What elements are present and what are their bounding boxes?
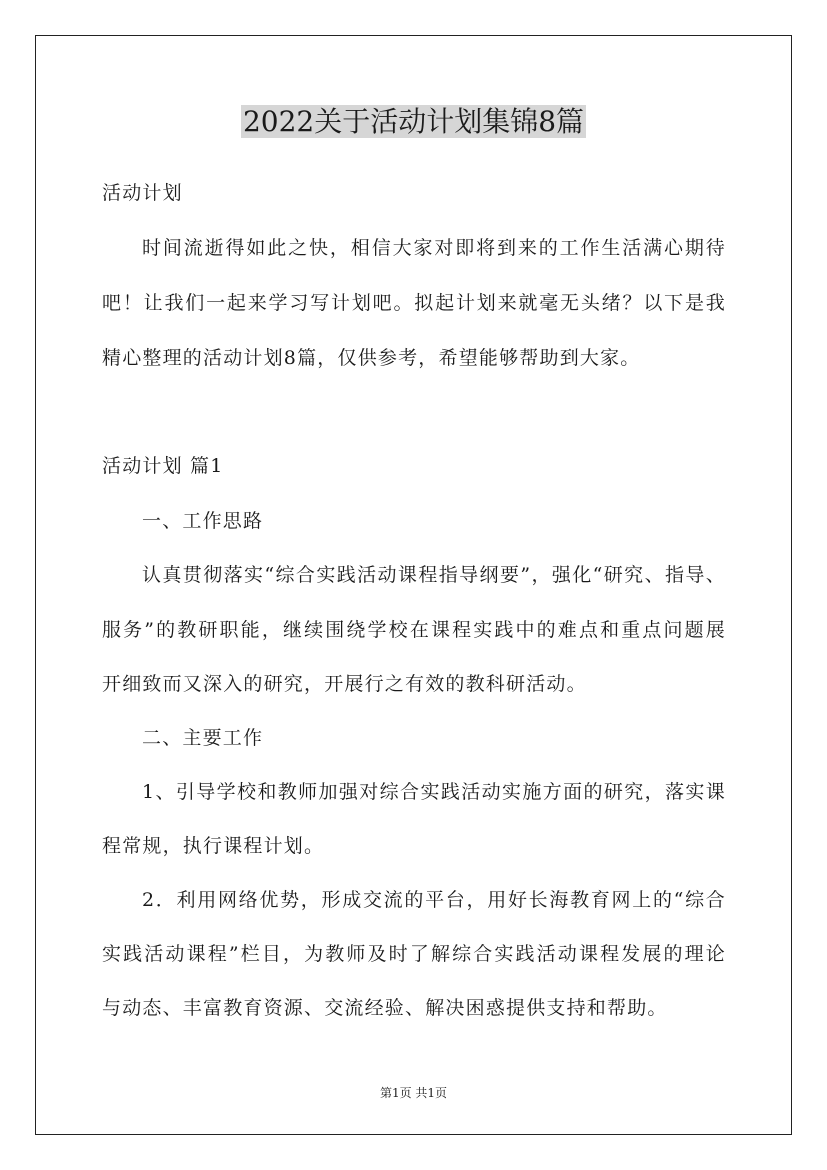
subheading: 二、主要工作 [142,727,264,749]
paragraph-line: 与动态、丰富教育资源、交流经验、解决困惑提供支持和帮助。 [102,997,668,1019]
section-heading: 活动计划 [102,182,183,204]
section-heading: 活动计划 篇1 [102,455,224,477]
page-footer: 第1页 共1页 [379,1086,448,1100]
paragraph-line: 吧！让我们一起来学习写计划吧。拟起计划来就毫无头绪？以下是我 [102,292,726,314]
document-title: 2022关于活动计划集锦8篇 [242,105,585,138]
paragraph-line: 1、引导学校和教师加强对综合实践活动实施方面的研究，落实课 [142,781,726,803]
paragraph-line: 开细致而又深入的研究，开展行之有效的教科研活动。 [102,673,587,695]
paragraph-line: 精心整理的活动计划8篇，仅供参考，希望能够帮助到大家。 [102,347,641,369]
paragraph-line: 认真贯彻落实“综合实践活动课程指导纲要”，强化“研究、指导、 [142,564,726,586]
paragraph-line: 程常规，执行课程计划。 [102,835,325,857]
paragraph-line: 2．利用网络优势，形成交流的平台，用好长海教育网上的“综合 [142,889,726,911]
subheading: 一、工作思路 [142,510,264,532]
paragraph-line: 实践活动课程”栏目，为教师及时了解综合实践活动课程发展的理论 [102,943,726,965]
paragraph-line: 服务”的教研职能，继续围绕学校在课程实践中的难点和重点问题展 [102,619,726,641]
paragraph-line: 时间流逝得如此之快，相信大家对即将到来的工作生活满心期待 [142,237,726,259]
